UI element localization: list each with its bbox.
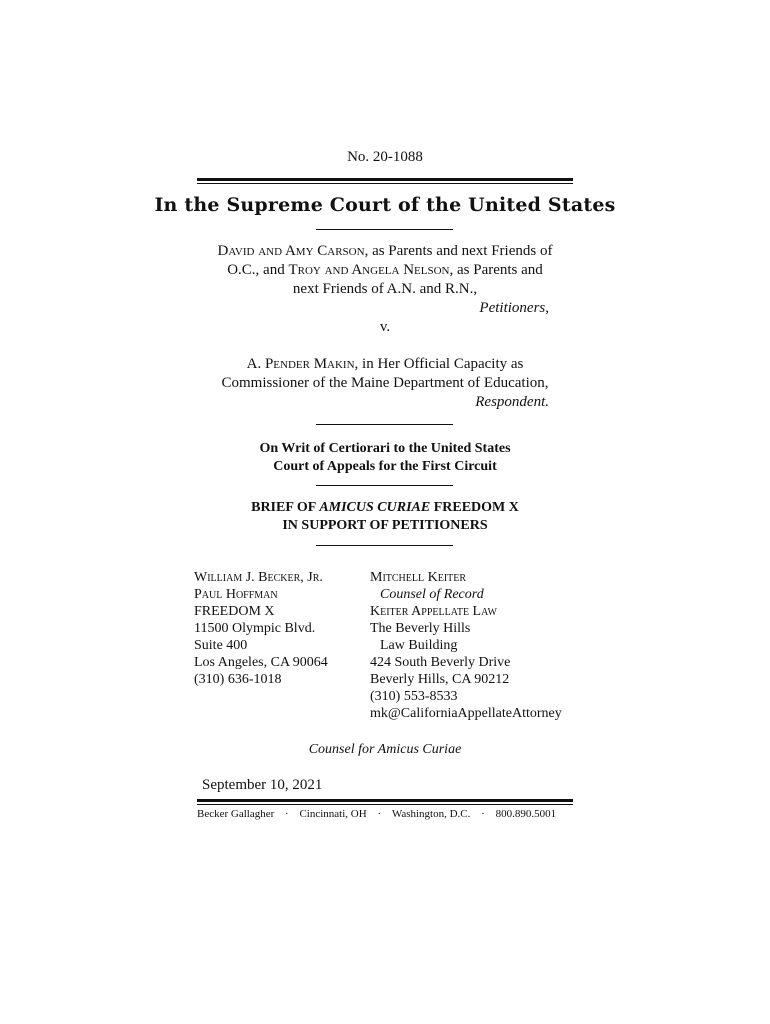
petitioner-names-2: Troy and Angela Nelson: [288, 262, 450, 278]
firm-name: Keiter Appellate Law: [370, 604, 497, 619]
brief-title-c: FREEDOM X: [430, 500, 519, 515]
divider-rule: [316, 485, 453, 486]
counsel-left-line: Paul Hoffman: [194, 587, 278, 602]
counsel-left-line: 11500 Olympic Blvd.: [194, 621, 316, 636]
footer-separator: ·: [285, 808, 289, 820]
counsel-left-line: (310) 636-1018: [194, 672, 282, 687]
divider-rule: [316, 424, 453, 425]
filing-date: September 10, 2021: [202, 777, 323, 793]
street-address: 424 South Beverly Drive: [370, 655, 511, 670]
petitioner-desc-3: next Friends of A.N. and R.N.,: [292, 281, 478, 297]
respondent-desc-2: Commissioner of the Maine Department of Education,: [221, 375, 549, 391]
versus: v.: [379, 319, 391, 335]
writ-line-2: Court of Appeals for the First Circuit: [273, 459, 497, 474]
petitioner-desc-2c: , as Parents and: [449, 262, 543, 278]
counsel-of-record-label: Counsel of Record: [380, 587, 484, 602]
divider-rule: [316, 229, 453, 230]
petitioners-role: Petitioners,: [479, 300, 549, 316]
printer-city-1: Cincinnati, OH: [299, 808, 367, 820]
counsel-right-column: [370, 569, 580, 722]
writ-heading: [0, 440, 770, 476]
petitioner-desc-1: , as Parents and next Friends of: [364, 243, 553, 259]
court-title: In the Supreme Court of the United States: [154, 194, 616, 216]
printer-phone: 800.890.5001: [495, 808, 557, 820]
petitioner-names-1: David and Amy Carson: [217, 243, 365, 259]
respondent-block: [197, 355, 573, 412]
writ-line-1: On Writ of Certiorari to the United States: [259, 441, 511, 456]
counsel-left-line: Los Angeles, CA 90064: [194, 655, 328, 670]
docket-number: No. 20-1088: [347, 149, 423, 165]
counsel-left-column: [194, 569, 364, 688]
petitioner-desc-2a: O.C., and: [227, 262, 289, 278]
brief-title-a: BRIEF OF: [251, 500, 320, 515]
email-address: mk@CaliforniaAppellateAttorney: [370, 706, 562, 721]
printer-name: Becker Gallagher: [197, 808, 275, 820]
respondent-name: Pender Makin: [264, 356, 355, 372]
counsel-for-label: Counsel for Amicus Curiae: [308, 742, 462, 757]
counsel-of-record-name: Mitchell Keiter: [370, 570, 467, 585]
divider-rule: [316, 545, 453, 546]
brief-title-amicus: AMICUS CURIAE: [319, 500, 431, 515]
respondent-role: Respondent.: [475, 394, 549, 410]
bottom-double-rule: [197, 799, 573, 805]
counsel-left-line: Suite 400: [194, 638, 248, 653]
brief-title-line-2: IN SUPPORT OF PETITIONERS: [282, 518, 488, 533]
building-line-1: The Beverly Hills: [370, 621, 471, 636]
counsel-left-line: FREEDOM X: [194, 604, 275, 619]
brief-title: [0, 499, 770, 535]
footer-separator: ·: [377, 808, 382, 820]
printer-city-2: Washington, D.C.: [391, 808, 471, 820]
building-line-2: Law Building: [380, 638, 458, 653]
top-double-rule: [197, 178, 573, 184]
counsel-left-line: William J. Becker, Jr.: [194, 570, 323, 585]
respondent-initial: A.: [246, 356, 265, 372]
city-address: Beverly Hills, CA 90212: [370, 672, 510, 687]
phone-number: (310) 553-8533: [370, 689, 458, 704]
petitioners-block: [197, 242, 573, 337]
respondent-desc-1: , in Her Official Capacity as: [354, 356, 524, 372]
printer-footer: [197, 808, 573, 820]
footer-separator: ·: [481, 808, 485, 820]
